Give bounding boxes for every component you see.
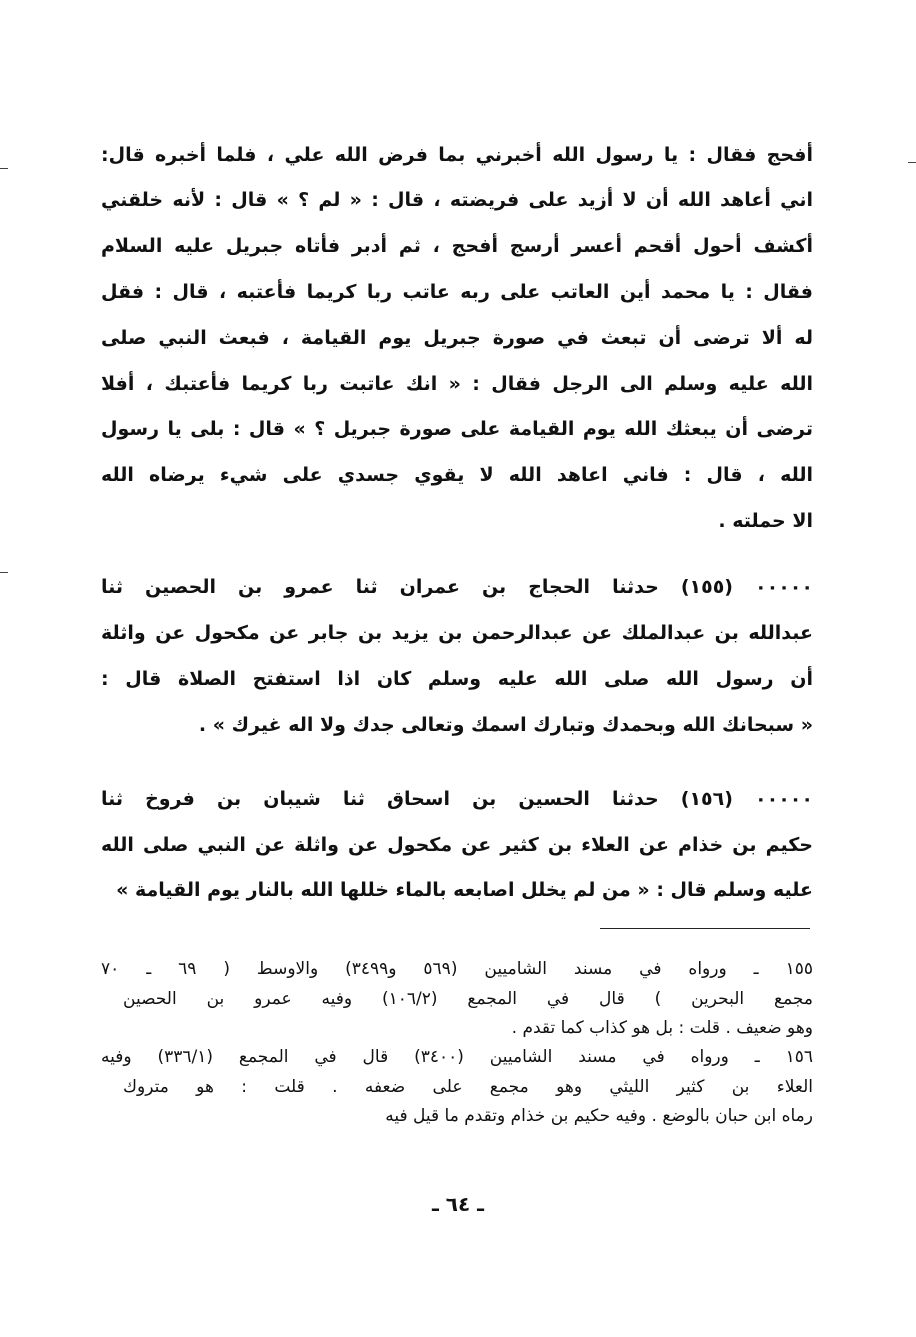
footnote-line: ١٥٦ ـ ورواه في مسند الشاميين (٣٤٠٠) قال في المجمع (٣٣٦/١) وفيه [101, 1047, 813, 1067]
text-line: حكيم بن خذام عن العلاء بن كثير عن مكحول عن واثلة عن النبي صلى الله [101, 834, 813, 856]
text-line: له ألا ترضى أن تبعث في صورة جبريل يوم القيامة ، فبعث النبي صلى [101, 327, 813, 349]
text-line: « سبحانك الله وبحمدك وتبارك اسمك وتعالى جدك ولا اله غيرك » . [198, 714, 813, 736]
text-line: أكشف أحول أقحم أعسر أرسج أفحج ، ثم أدبر فأتاه جبريل عليه السلام [101, 235, 813, 257]
footnote-divider [600, 928, 810, 929]
footnote-line: مجمع البحرين ) قال في المجمع (١٠٦/٢) وفيه عمرو بن الحصين [123, 989, 813, 1009]
footnote-line: العلاء بن كثير الليثي وهو مجمع على ضعفه . قلت : هو متروك [123, 1077, 813, 1097]
page-number: ـ ٦٤ ـ [431, 1192, 485, 1216]
footnote-line: وهو ضعيف . قلت : بل هو كذاب كما تقدم . [511, 1018, 813, 1038]
scan-edge-mark [0, 572, 8, 573]
text-line: الله عليه وسلم الى الرجل فقال : « انك عاتبت ربا كريما فأعتبك ، أفلا [101, 373, 813, 395]
scan-edge-mark [0, 168, 8, 169]
text-line: اني أعاهد الله أن لا أزيد على فريضته ، قال : « لم ؟ » قال : لأنه خلقني [101, 189, 813, 211]
footnote-line: رماه ابن حبان بالوضع . وفيه حكيم بن خذام وتقدم ما قيل فيه [385, 1106, 813, 1126]
text-line: أفحج فقال : يا رسول الله أخبرني بما فرض الله علي ، فلما أخبره قال: [101, 144, 813, 166]
text-line: ٠٠٠٠٠ (١٥٦) حدثنا الحسين بن اسحاق ثنا شيبان بن فروخ ثنا [101, 788, 813, 810]
text-line: ترضى أن يبعثك الله يوم القيامة على صورة جبريل ؟ » قال : بلى يا رسول [101, 418, 813, 440]
text-line: فقال : يا محمد أين العاتب على ربه عاتب ربا كريما فأعتبه ، قال : فقل [101, 281, 813, 303]
text-line: عبدالله بن عبدالملك عن عبدالرحمن بن يزيد بن جابر عن مكحول عن واثلة [101, 622, 813, 644]
text-line: الا حملته . [718, 510, 813, 532]
text-line: ٠٠٠٠٠ (١٥٥) حدثنا الحجاج بن عمران ثنا عمرو بن الحصين ثنا [101, 576, 813, 598]
footnote-line: ١٥٥ ـ ورواه في مسند الشاميين (٥٦٩ و٣٤٩٩) والاوسط ( ٦٩ ـ ٧٠ [101, 959, 813, 979]
text-line: أن رسول الله صلى الله عليه وسلم كان اذا استفتح الصلاة قال : [101, 668, 813, 690]
text-line: عليه وسلم قال : « من لم يخلل اصابعه بالماء خللها الله بالنار يوم القيامة » [116, 879, 813, 901]
text-line: الله ، قال : فاني اعاهد الله لا يقوي جسدي على شيء يرضاه الله [101, 464, 813, 486]
scan-edge-mark [908, 162, 916, 163]
